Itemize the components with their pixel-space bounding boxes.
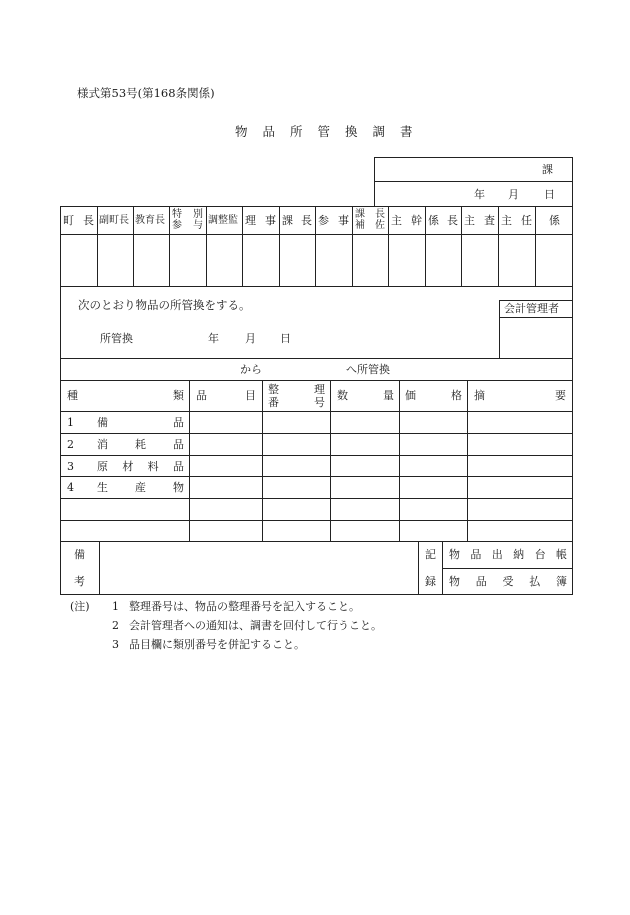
notice-text: 次のとおり物品の所管換をする。	[78, 298, 251, 312]
col-header-summary: 摘 要	[474, 389, 566, 402]
record-label-1: 記	[425, 548, 436, 561]
accountant-label: 会計管理者	[504, 302, 559, 315]
approver-shusa: 主 査	[464, 214, 495, 227]
note-text: 品目欄に類別番号を併記すること。	[129, 638, 305, 651]
col-header-quantity: 数 量	[337, 389, 394, 402]
transfer-from-label: から	[240, 363, 262, 376]
note-number: 2	[112, 619, 119, 632]
row-number: 4	[67, 481, 74, 494]
approver-sanji: 参 事	[318, 214, 349, 227]
row-kind-seisanbutsu: 生 産 物	[97, 481, 184, 494]
notice-day-label: 日	[280, 332, 291, 345]
date-day-label: 日	[544, 188, 555, 201]
date-year-label: 年	[474, 188, 485, 201]
approver-kacho: 課 長	[282, 214, 312, 227]
notes-lead: (注)	[70, 600, 90, 613]
form-number: 様式第53号(第168条関係)	[77, 86, 215, 100]
approver-kakari: 係	[549, 214, 560, 227]
row-kind-shomohin: 消 耗 品	[97, 438, 184, 451]
approver-kacho-hosa: 課 長 補 佐	[355, 209, 385, 231]
ledger-outgoing-label: 物 品 出 納 台 帳	[449, 548, 567, 561]
row-number: 2	[67, 438, 74, 451]
approver-riji: 理 事	[245, 214, 276, 227]
approver-tokubetsu-sanyo: 特 別 参 与	[172, 209, 203, 231]
notice-year-label: 年	[208, 332, 219, 345]
document-title: 物品所管換調書	[235, 124, 428, 139]
col-header-number: 整 理 番 号	[268, 383, 325, 409]
note-text: 整理番号は、物品の整理番号を記入すること。	[129, 600, 360, 613]
approver-choseikan: 調整監	[208, 215, 238, 226]
remarks-label-2: 考	[74, 575, 85, 588]
date-month-label: 月	[508, 188, 519, 201]
row-kind-genzairyohin: 原 材 料 品	[97, 460, 184, 473]
remarks-label-1: 備	[74, 548, 85, 561]
approver-shukan: 主 幹	[391, 214, 422, 227]
row-number: 3	[67, 460, 74, 473]
note-number: 3	[112, 638, 119, 651]
transfer-to-label: へ所管換	[346, 363, 390, 376]
col-header-kind: 種 類	[67, 389, 184, 402]
col-header-price: 価 格	[405, 389, 462, 402]
approver-kakaricho: 係 長	[428, 214, 458, 227]
approver-cho: 町 長	[63, 214, 94, 227]
notice-month-label: 月	[245, 332, 256, 345]
section-label: 課	[542, 163, 553, 176]
note-text: 会計管理者への通知は、調書を回付して行うこと。	[129, 619, 382, 632]
approver-kyoikucho: 教育長	[135, 215, 165, 226]
row-number: 1	[67, 416, 74, 429]
ledger-receipt-label: 物 品 受 払 簿	[449, 575, 567, 588]
record-label-2: 録	[425, 575, 436, 588]
row-kind-bihin: 備 品	[97, 416, 184, 429]
note-number: 1	[112, 600, 119, 613]
col-header-item: 品 目	[196, 389, 256, 402]
approver-shunin: 主 任	[501, 214, 532, 227]
notice-date-label: 所管換	[100, 332, 133, 345]
approver-fukucho: 副町長	[99, 215, 129, 226]
